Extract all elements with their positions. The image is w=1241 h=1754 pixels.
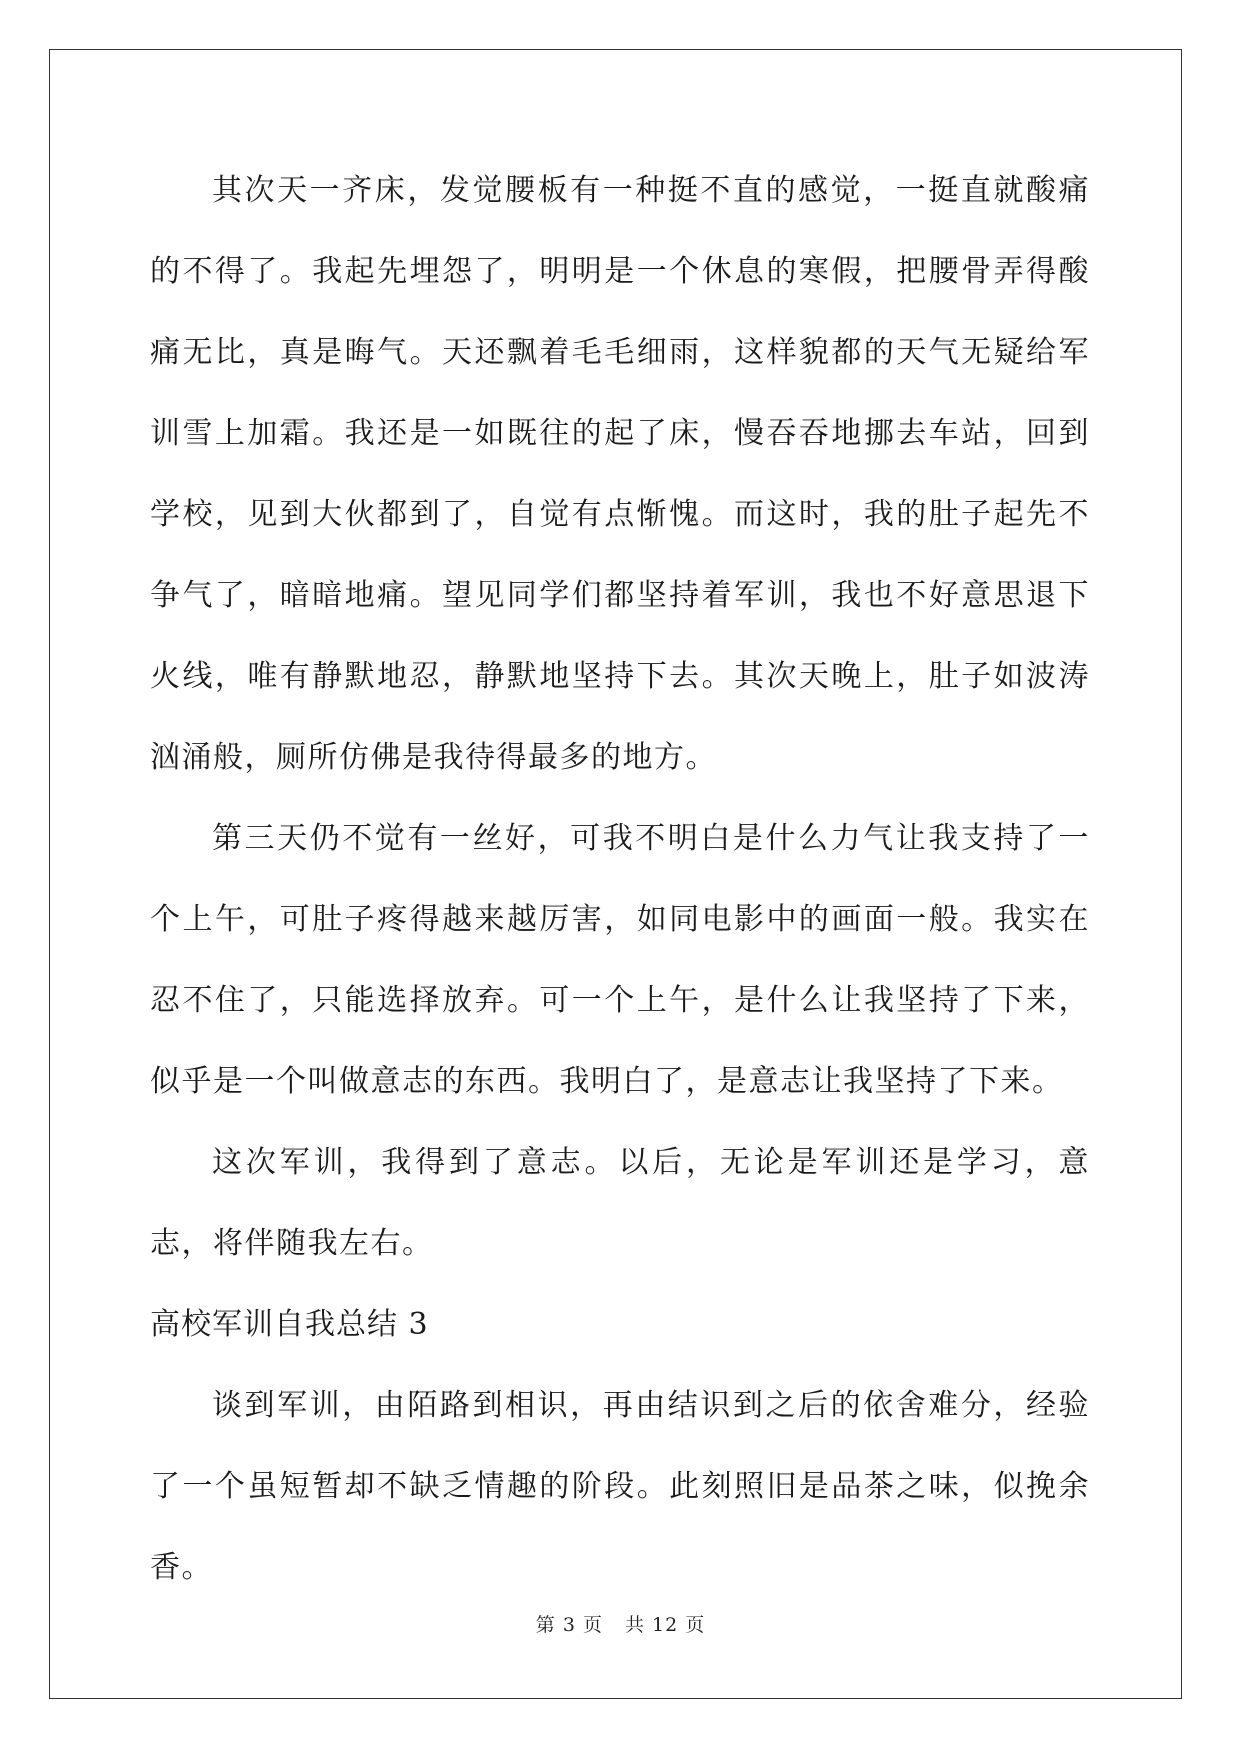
page-total: 共 12 页 xyxy=(624,1614,706,1636)
document-body xyxy=(150,150,1090,1608)
page-number: 第 3 页 xyxy=(535,1614,603,1636)
page-footer xyxy=(0,1610,1241,1637)
paragraph-3: 这次军训，我得到了意志。以后，无论是军训还是学习，意志，将伴随我左右。 xyxy=(150,1145,1090,1261)
paragraph-1: 其次天一齐床，发觉腰板有一种挺不直的感觉，一挺直就酸痛的不得了。我起先埋怨了，明明是一个休息的寒假，把腰骨弄得酸痛无比，真是晦气。天还飘着毛毛细雨，这样貌都的天气无疑给军训雪上加霜。我还是一如既往的起了床，慢吞吞地挪去车站，回到学校，见到大伙都到了，自觉有点惭愧。而这时，我的肚子起先不争气了，暗暗地痛。望见同学们都坚持着军训，我也不好意思退下火线，唯有静默地忍，静默地坚持下去。其次天晚上，肚子如波涛汹涌般，厕所仿佛是我待得最多的地方。 xyxy=(150,173,1090,775)
paragraph-2: 第三天仍不觉有一丝好，可我不明白是什么力气让我支持了一个上午，可肚子疼得越来越厉害，如同电影中的画面一般。我实在忍不住了，只能选择放弃。可一个上午，是什么让我坚持了下来，似乎是一个叫做意志的东西。我明白了，是意志让我坚持了下来。 xyxy=(150,821,1090,1099)
section-paragraph: 谈到军训，由陌路到相识，再由结识到之后的依舍难分，经验了一个虽短暂却不缺乏情趣的阶段。此刻照旧是品茶之味，似挽余香。 xyxy=(150,1388,1090,1585)
section-heading: 高校军训自我总结 3 xyxy=(150,1307,429,1342)
